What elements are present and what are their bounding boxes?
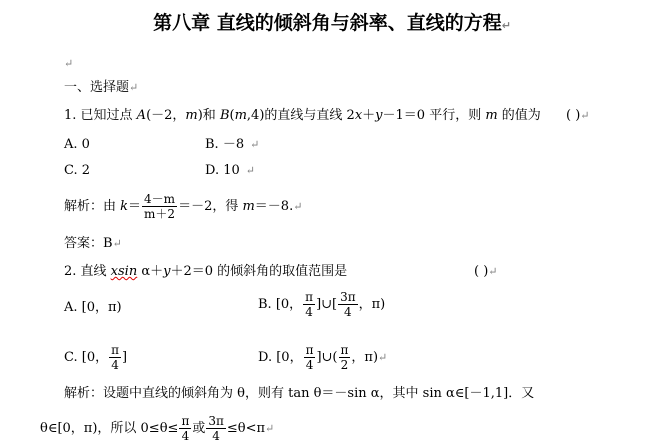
fraction-denominator: m＋2: [144, 207, 176, 221]
paragraph-mark: ↵: [64, 57, 74, 70]
section-heading-text: 一、选择题: [64, 80, 130, 95]
fraction-denominator: 4: [212, 429, 220, 443]
q2-solution-text: θ∈[0，π)，所以 0≤θ≤: [40, 421, 179, 436]
q2-answer-blank: [474, 264, 498, 280]
q2-var-y: y: [163, 264, 171, 279]
paragraph-mark: ↵: [112, 237, 122, 250]
q1-var-m: m: [185, 108, 198, 123]
fraction-numerator: π: [340, 343, 349, 357]
q1-solution-text: ＝: [128, 199, 142, 214]
q2-solution-line-2: [40, 414, 274, 443]
q2-option-b-text: ，π): [358, 297, 386, 312]
q2-option-c-text: C. [0，: [64, 350, 109, 365]
fraction-numerator: π: [305, 290, 314, 304]
fraction-numerator: 4－m: [144, 192, 176, 206]
fraction-denominator: 4: [111, 358, 119, 372]
fraction-denominator: 4: [344, 305, 352, 319]
fraction: [179, 414, 191, 443]
fraction-denominator: 2: [340, 358, 349, 372]
q1-option-b-text: B. －8: [205, 137, 245, 152]
q2-option-d-text: D. [0，: [258, 350, 303, 365]
q2-option-a-text: A. [0，π): [64, 300, 122, 315]
q1-option-b: [205, 137, 259, 153]
paragraph-mark: ↵: [501, 19, 511, 32]
fraction: [304, 343, 316, 372]
fraction-denominator: 4: [181, 429, 190, 443]
q1-solution-text: ＝－2，得: [178, 199, 243, 214]
empty-paragraph: [64, 56, 73, 72]
q2-option-c-text: ]: [121, 350, 128, 365]
q2-option-b-text: B. [0，: [258, 297, 303, 312]
q2-text: ＋2＝0 的倾斜角的取值范围是: [170, 264, 348, 279]
q2-option-d-text: ]∪(: [316, 350, 338, 365]
q1-option-d-text: D. 10: [205, 163, 240, 178]
q1-option-a: [64, 137, 90, 153]
fraction: [338, 290, 358, 319]
q1-option-c: [64, 163, 90, 179]
question-1: [64, 108, 541, 124]
q1-var-x: x: [354, 108, 363, 123]
q2-solution-line-1: [64, 386, 534, 402]
q1-point-a: A: [136, 108, 147, 123]
chapter-title: [0, 8, 664, 35]
q1-point-b: B: [219, 108, 230, 123]
paragraph-mark: ↵: [129, 81, 139, 94]
q1-answer: [64, 236, 122, 252]
paragraph-mark: ↵: [245, 164, 255, 177]
q1-option-d: [205, 163, 255, 179]
q1-text: (: [229, 108, 235, 123]
fraction-numerator: 3π: [208, 414, 224, 428]
paragraph-mark: ↵: [293, 200, 303, 213]
fraction: [339, 343, 351, 372]
fraction-numerator: 3π: [340, 290, 356, 304]
q2-option-d: [258, 343, 387, 372]
q2-text: 2. 直线: [64, 264, 111, 279]
q2-text: α＋: [137, 264, 164, 279]
fraction-numerator: π: [305, 343, 314, 357]
question-2: [64, 264, 347, 280]
q1-text: ＋: [362, 108, 376, 123]
q1-var-m: m: [234, 108, 247, 123]
q1-var-y: y: [375, 108, 383, 123]
q2-answer-parens: ( ): [474, 264, 489, 279]
paragraph-mark: ↵: [265, 422, 275, 435]
fraction-numerator: π: [111, 343, 119, 357]
q1-solution-text: 解析：由: [64, 199, 121, 214]
fraction: [109, 343, 121, 372]
q1-text: 的值为: [497, 108, 541, 123]
q2-solution-text: ≤θ<π: [226, 421, 266, 436]
fraction-denominator: 4: [305, 305, 313, 319]
q1-text: －1＝0 平行，则: [382, 108, 486, 123]
q2-option-a: [64, 300, 122, 316]
fraction: [303, 290, 315, 319]
q2-solution-text: 解析：设题中直线的倾斜角为 θ，则有 tan θ＝－sin α，其中 sin α∈[－1,1]．又: [64, 386, 535, 401]
paragraph-mark: ↵: [488, 265, 498, 278]
q1-solution-text: ＝－8.: [254, 199, 294, 214]
fraction: [206, 414, 226, 443]
paragraph-mark: ↵: [250, 138, 260, 151]
q1-text: 1. 已知过点: [64, 108, 137, 123]
q1-solution: [64, 192, 302, 221]
q1-solution-var-m: m: [242, 199, 255, 214]
q2-option-b-text: ]∪[: [316, 297, 338, 312]
q1-text: )和: [197, 108, 220, 123]
fraction-denominator: 4: [305, 358, 314, 372]
q2-solution-text: 或: [192, 421, 206, 436]
q1-answer-text: 答案：B: [64, 236, 113, 251]
q1-option-a-text: A. 0: [64, 137, 90, 152]
q1-text: ,4)的直线与直线 2: [246, 108, 355, 123]
section-heading: [64, 80, 138, 96]
q2-option-b: [258, 290, 385, 319]
q1-var-m: m: [485, 108, 498, 123]
chapter-title-text: 第八章 直线的倾斜角与斜率、直线的方程: [153, 12, 502, 34]
paragraph-mark: ↵: [580, 109, 590, 122]
q1-solution-fraction: [142, 192, 177, 221]
q2-option-c: [64, 343, 127, 372]
q2-xsin: xsin: [110, 264, 138, 279]
q1-solution-var-k: k: [120, 199, 129, 214]
q1-text: (－2，: [146, 108, 186, 123]
fraction-numerator: π: [181, 414, 190, 428]
q1-answer-parens: ( ): [566, 108, 581, 123]
paragraph-mark: ↵: [378, 351, 388, 364]
q1-option-c-text: C. 2: [64, 163, 91, 178]
q2-option-d-text: ，π): [351, 350, 379, 365]
q1-answer-blank: [566, 108, 590, 124]
